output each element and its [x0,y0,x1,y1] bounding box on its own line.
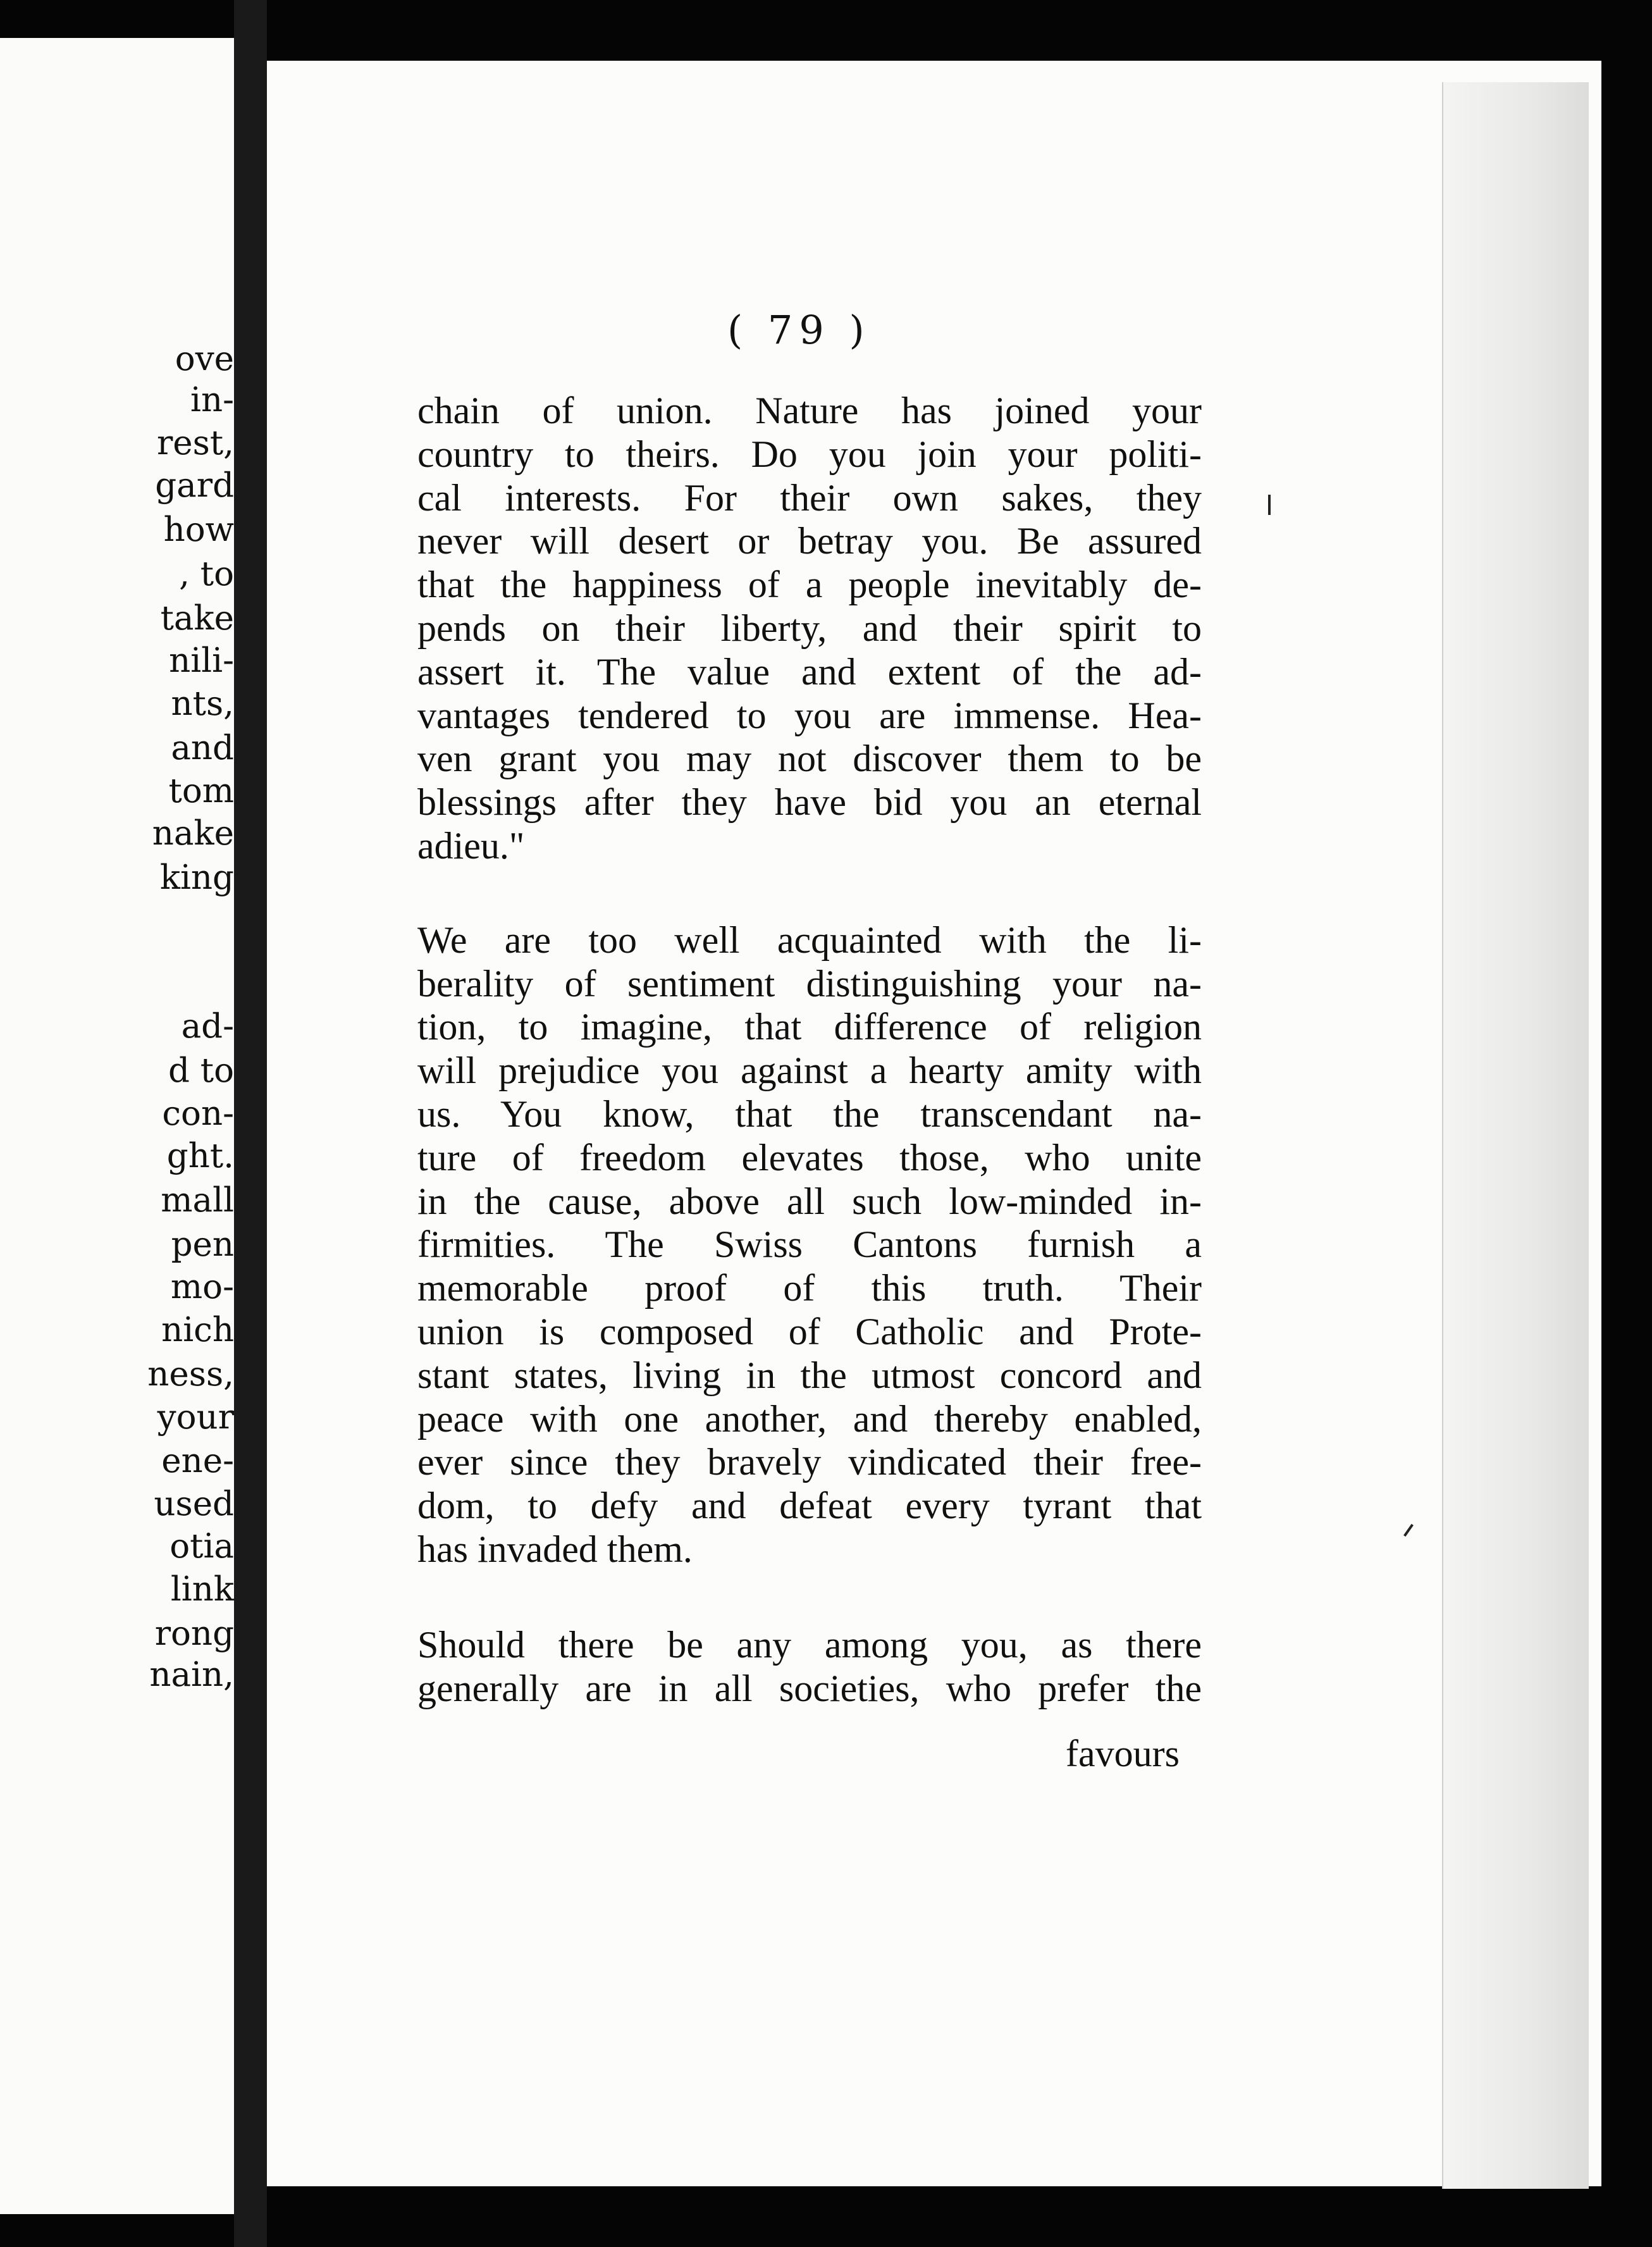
body-text [417,389,1202,1710]
facing-page-fragment: king [159,858,234,897]
text-line: blessings after they have bid you an eternal [417,781,1202,824]
facing-page-fragment: ad- [181,1007,234,1046]
text-line: berality of sentiment distinguishing your na- [417,962,1202,1005]
facing-page-fragment: con- [162,1094,234,1133]
paragraph [417,389,1202,868]
facing-page-fragment: mall [161,1181,234,1220]
facing-page-fragment: nts, [171,684,234,723]
text-line: memorable proof of this truth. Their [417,1267,1202,1309]
facing-page-fragment: d to [168,1051,234,1090]
facing-page-fragment: ene- [161,1442,234,1480]
text-line: peace with one another, and thereby enabled, [417,1397,1202,1440]
facing-page-fragment: nili- [169,641,234,680]
paragraph [417,1623,1202,1711]
page-edge [1442,82,1589,2189]
facing-page-fragment: nain, [149,1656,234,1694]
facing-page-fragment: ght. [166,1137,234,1175]
facing-page-fragment: link [170,1570,234,1609]
book-gutter [234,0,267,2247]
facing-page-fragment: ove [175,340,234,378]
page-number: ( 79 ) [727,307,871,353]
facing-page-fragment: , to [179,555,234,593]
text-line: that the happiness of a people inevitably de- [417,564,1202,606]
text-line: has invaded them. [417,1528,693,1570]
text-line: vantages tendered to you are immense. Hea- [417,694,1202,736]
text-line: stant states, living in the utmost concord and [417,1354,1202,1396]
text-line: in the cause, above all such low-minded in- [417,1180,1202,1222]
facing-page-fragment: in- [190,381,234,419]
facing-page-fragment: take [160,599,234,638]
text-line: dom, to defy and defeat every tyrant that [417,1485,1202,1527]
facing-page-fragment: tom [168,772,234,810]
text-line: union is composed of Catholic and Prote- [417,1310,1202,1353]
text-line: country to theirs. Do you join your politi- [417,433,1202,475]
paragraph [417,919,1202,1571]
text-line: ven grant you may not discover them to be [417,738,1202,780]
text-line: will prejudice you against a hearty amity with [417,1049,1202,1092]
facing-page-fragment: how [163,511,234,549]
text-line: us. You know, that the transcendant na- [417,1093,1202,1135]
text-line: ever since they bravely vindicated their free- [417,1441,1202,1483]
text-line: cal interests. For their own sakes, they [417,476,1202,519]
text-line: never will desert or betray you. Be assured [417,520,1202,562]
facing-page [0,38,234,2214]
facing-page-fragment: gard [155,466,234,505]
margin-mark [1268,495,1271,515]
text-line: chain of union. Nature has joined your [417,390,1202,431]
text-line: pends on their liberty, and their spirit to [417,607,1202,649]
catchword: favours [1066,1733,1180,1774]
text-line: We are too well acquainted with the li- [417,919,1202,961]
facing-page-fragment: ness, [147,1355,234,1394]
facing-page-fragment: nake [152,814,234,853]
text-line: assert it. The value and extent of the ad- [417,650,1202,693]
text-line: ture of freedom elevates those, who unite [417,1136,1202,1179]
facing-page-fragment: and [171,729,234,767]
text-line: Should there be any among you, as there [417,1623,1202,1666]
facing-page-fragment: used [154,1485,234,1523]
text-line: tion, to imagine, that difference of religion [417,1006,1202,1048]
facing-page-fragment: rong [154,1614,234,1653]
facing-page-fragment: pen [171,1225,234,1264]
facing-page-fragment: mo- [170,1268,234,1306]
facing-page-fragment: otia [170,1527,234,1566]
facing-page-fragment: your [157,1398,234,1437]
text-line: generally are in all societies, who prefer the [417,1667,1202,1709]
facing-page-fragment: nich [161,1311,234,1349]
text-line: adieu." [417,824,525,867]
facing-page-fragment: rest, [156,424,234,462]
text-line: firmities. The Swiss Cantons furnish a [417,1223,1202,1266]
